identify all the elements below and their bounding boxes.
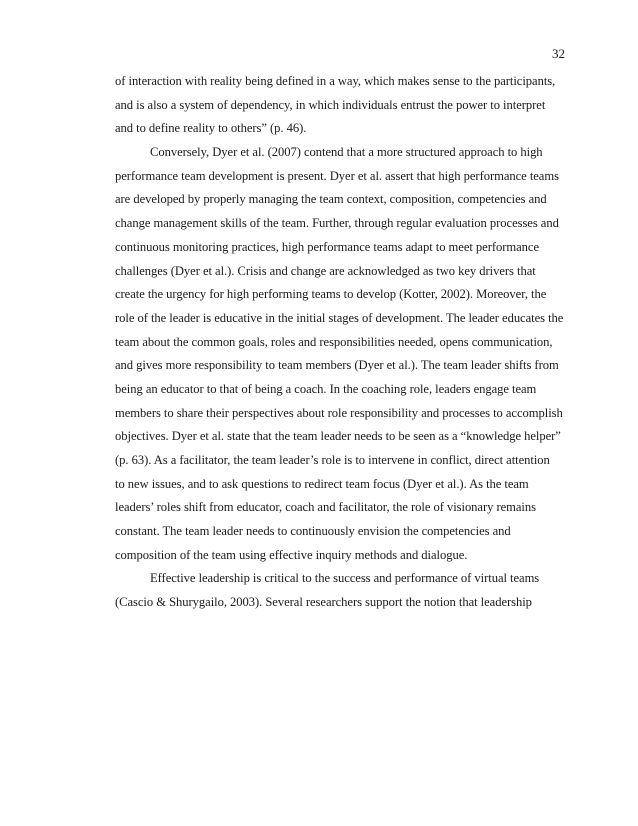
text-line: being an educator to that of being a coach. In the coaching role, leaders engage team <box>115 381 537 396</box>
text-line: create the urgency for high performing teams to develop (Kotter, 2002). Moreover, the <box>115 287 547 302</box>
text-line: continuous monitoring practices, high performance teams adapt to meet performance <box>115 239 539 254</box>
text-line: leaders’ roles shift from educator, coach and facilitator, the role of visionary remains <box>115 500 536 515</box>
text-line: constant. The team leader needs to continuously envision the competencies and <box>115 524 511 539</box>
page-number: 32 <box>552 46 565 61</box>
text-line: role of the leader is educative in the initial stages of development. The leader educates the <box>115 310 564 325</box>
text-line: and to define reality to others” (p. 46). <box>115 121 307 136</box>
text-line: change management skills of the team. Further, through regular evaluation processes and <box>115 216 559 231</box>
paragraph <box>115 141 567 567</box>
text-line: challenges (Dyer et al.). Crisis and change are acknowledged as two key drivers that <box>115 263 536 278</box>
text-line: (Cascio & Shurygailo, 2003). Several researchers support the notion that leadership <box>115 595 532 610</box>
text-line: and is also a system of dependency, in which individuals entrust the power to interpret <box>115 97 546 112</box>
text-line: composition of the team using effective inquiry methods and dialogue. <box>115 547 468 562</box>
text-line: to new issues, and to ask questions to redirect team focus (Dyer et al.). As the team <box>115 476 529 491</box>
text-line: performance team development is present. Dyer et al. assert that high performance teams <box>115 168 559 183</box>
text-line: members to share their perspectives about role responsibility and processes to accomplish <box>115 405 563 420</box>
text-line: Conversely, Dyer et al. (2007) contend that a more structured approach to high <box>150 145 543 160</box>
text-line: are developed by properly managing the team context, composition, competencies and <box>115 192 547 207</box>
text-line: of interaction with reality being defined in a way, which makes sense to the participants, <box>115 74 556 88</box>
text-line: and gives more responsibility to team members (Dyer et al.). The team leader shifts from <box>115 358 559 373</box>
text-line: team about the common goals, roles and responsibilities needed, opens communication, <box>115 334 553 349</box>
paragraph <box>115 70 567 141</box>
body-text <box>115 70 567 615</box>
text-line: (p. 63). As a facilitator, the team leader’s role is to intervene in conflict, direct attention <box>115 453 550 467</box>
paragraph <box>115 567 567 614</box>
text-line: objectives. Dyer et al. state that the team leader needs to be seen as a “knowledge helper” <box>115 429 561 444</box>
text-line: Effective leadership is critical to the success and performance of virtual teams <box>150 571 540 586</box>
